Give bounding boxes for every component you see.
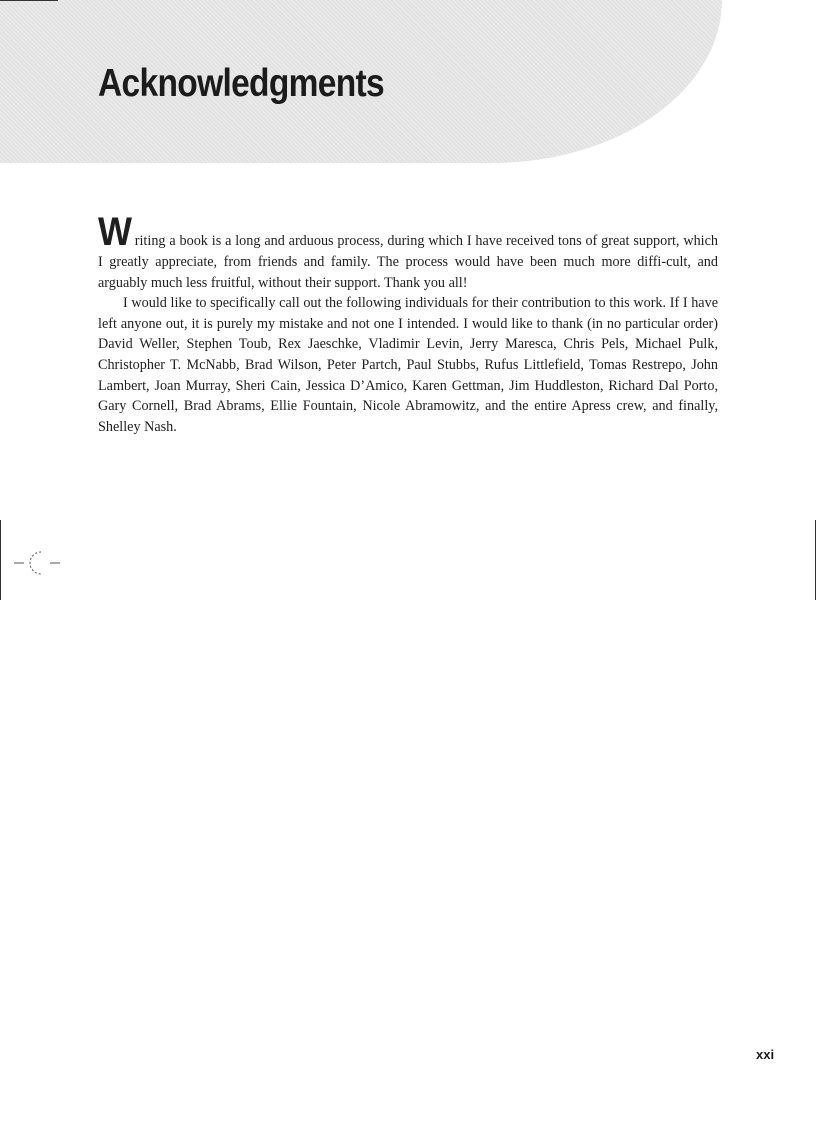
- paragraph-1-text: riting a book is a long and arduous process, during which I have received tons of great support, which I greatly appreciate, from friends and family. The process would have been much more diffi-cult, and arguably much less fruitful, without their support. Thank you all!: [98, 233, 718, 291]
- drop-cap: W: [98, 210, 132, 254]
- top-rule: [0, 0, 58, 1]
- paragraph-1: [98, 212, 718, 293]
- registration-mark-icon: [14, 548, 62, 578]
- body-text: [98, 212, 718, 437]
- chapter-title: Acknowledgments: [98, 62, 385, 105]
- paragraph-2: I would like to specifically call out the following individuals for their contribution to this work. If I have left anyone out, it is purely my mistake and not one I intended. I would like to thank (in no particular order) David Weller, Stephen Toub, Rex Jaeschke, Vladimir Levin, Jerry Maresca, Chris Pels, Michael Pulk, Christopher T. McNabb, Brad Wilson, Peter Partch, Paul Stubbs, Rufus Littlefield, Tomas Restrepo, John Lambert, Joan Murray, Sheri Cain, Jessica D’Amico, Karen Gettman, Jim Huddleston, Richard Dal Porto, Gary Cornell, Brad Abrams, Ellie Fountain, Nicole Abramowitz, and the entire Apress crew, and finally, Shelley Nash.: [98, 295, 718, 435]
- left-margin-line: [0, 520, 1, 600]
- page-number: xxi: [756, 1047, 775, 1062]
